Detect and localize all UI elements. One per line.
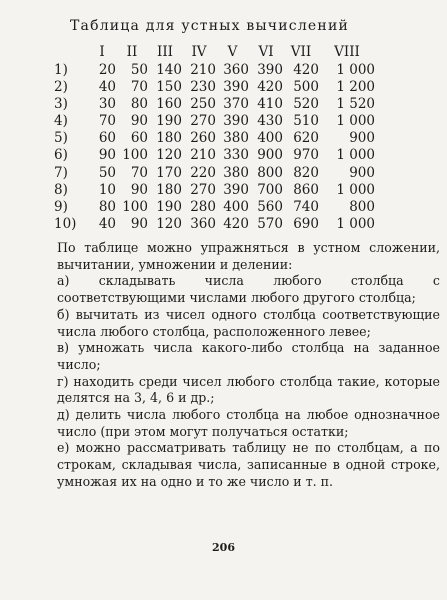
row-label: 5): [54, 130, 68, 147]
table-cell: 370: [223, 96, 249, 113]
table-cell: 70: [98, 113, 116, 130]
row-label: 3): [54, 96, 68, 113]
table-cell: 100: [122, 198, 148, 215]
table-cell: 150: [156, 79, 182, 96]
table-cell: 390: [223, 113, 249, 130]
table-cell: 210: [190, 147, 216, 164]
table-cell: 410: [257, 96, 283, 113]
calculation-table: [54, 42, 375, 233]
table-cell: 420: [293, 62, 319, 78]
table-cell: 740: [293, 198, 319, 215]
table-cell: 800: [257, 164, 283, 181]
table-cell: 420: [257, 79, 283, 96]
table-cell: 510: [293, 113, 319, 130]
column-header: III: [157, 44, 173, 60]
paragraph: б) вычитать из чисел одного столбца соответствующие числа любого столбца, расположенного левее;: [57, 306, 440, 339]
table-cell: 800: [349, 198, 375, 215]
column-header: II: [126, 44, 138, 60]
table-cell: 390: [257, 62, 283, 78]
column-header: VII: [290, 44, 312, 60]
table-cell: 80: [98, 198, 116, 215]
table-row: [54, 147, 375, 164]
table-body: [54, 62, 375, 233]
table-row: [54, 62, 375, 79]
table-cell: 10: [98, 181, 116, 198]
table-cell: 520: [293, 96, 319, 113]
table-cell: 1 000: [336, 147, 375, 164]
table-row: [54, 182, 375, 199]
table-cell: 50: [130, 62, 148, 78]
row-label: 6): [54, 147, 68, 164]
row-label: 8): [54, 181, 68, 198]
table-cell: 970: [293, 147, 319, 164]
table-cell: 380: [223, 164, 249, 181]
page-number: 206: [212, 541, 235, 554]
row-label: 2): [54, 79, 68, 96]
page-title: Таблица для устных вычислений: [70, 18, 350, 34]
table-cell: 40: [98, 79, 116, 96]
table-cell: 90: [98, 147, 116, 164]
table-cell: 1 520: [336, 96, 375, 113]
row-label: 10): [54, 215, 77, 232]
table-row: [54, 96, 375, 113]
table-cell: 820: [293, 164, 319, 181]
table-cell: 380: [223, 130, 249, 147]
table-cell: 420: [223, 215, 249, 232]
table-cell: 560: [257, 198, 283, 215]
table-header-row: [54, 42, 375, 62]
table-cell: 1 000: [336, 215, 375, 232]
table-cell: 20: [98, 62, 116, 78]
table-cell: 180: [156, 181, 182, 198]
table-cell: 570: [257, 215, 283, 232]
table-cell: 280: [190, 198, 216, 215]
table-cell: 210: [190, 62, 216, 78]
table-cell: 170: [156, 164, 182, 181]
table-cell: 120: [156, 215, 182, 232]
table-row: [54, 79, 375, 96]
table-cell: 70: [130, 164, 148, 181]
table-row: [54, 199, 375, 216]
row-label: 9): [54, 198, 68, 215]
table-cell: 40: [98, 215, 116, 232]
table-cell: 120: [156, 147, 182, 164]
table-cell: 90: [130, 113, 148, 130]
table-cell: 690: [293, 215, 319, 232]
table-cell: 400: [223, 198, 249, 215]
table-cell: 180: [156, 130, 182, 147]
table-cell: 1 000: [336, 62, 375, 78]
paragraph: а) складывать числа любого столбца с соответствующими числами любого другого столбца;: [57, 273, 440, 306]
table-cell: 260: [190, 130, 216, 147]
table-cell: 1 200: [336, 79, 375, 96]
table-cell: 60: [98, 130, 116, 147]
table-row: [54, 113, 375, 130]
table-cell: 140: [156, 62, 182, 78]
column-header: IV: [191, 44, 207, 60]
table-cell: 160: [156, 96, 182, 113]
table-cell: 70: [130, 79, 148, 96]
table-cell: 860: [293, 181, 319, 198]
column-header: VIII: [334, 44, 360, 60]
instructions-text: [57, 240, 440, 491]
table-cell: 360: [190, 215, 216, 232]
table-cell: 270: [190, 113, 216, 130]
table-cell: 190: [156, 198, 182, 215]
table-row: [54, 165, 375, 182]
paragraph: По таблице можно упражняться в устном сложении, вычитании, умножении и делении:: [57, 240, 440, 272]
table-cell: 330: [223, 147, 249, 164]
table-cell: 390: [223, 181, 249, 198]
table-cell: 500: [293, 79, 319, 96]
table-row: [54, 130, 375, 147]
table-cell: 90: [130, 215, 148, 232]
table-cell: 190: [156, 113, 182, 130]
paragraph: е) можно рассматривать таблицу не по столбцам, а по строкам, складывая числа, записанные в одной строке, умножая их на одно и то же число и т. п.: [57, 440, 440, 489]
table-cell: 60: [130, 130, 148, 147]
table-cell: 90: [130, 181, 148, 198]
row-label: 7): [54, 164, 68, 181]
table-cell: 250: [190, 96, 216, 113]
column-header: VI: [258, 44, 274, 60]
table-cell: 360: [223, 62, 249, 78]
paragraph: д) делить числа любого столбца на любое однозначное число (при этом могут получаться остатки;: [57, 407, 440, 439]
table-cell: 270: [190, 181, 216, 198]
paragraph: г) находить среди чисел любого столбца такие, которые делятся на 3, 4, 6 и др.;: [57, 373, 440, 406]
table-cell: 430: [257, 113, 283, 130]
table-row: [54, 216, 375, 233]
table-cell: 390: [223, 79, 249, 96]
table-cell: 220: [190, 164, 216, 181]
table-cell: 80: [130, 96, 148, 113]
table-cell: 900: [349, 130, 375, 147]
table-cell: 620: [293, 130, 319, 147]
column-header: I: [99, 44, 105, 60]
row-label: 1): [54, 62, 68, 78]
column-header: V: [227, 44, 238, 60]
table-cell: 100: [122, 147, 148, 164]
table-cell: 1 000: [336, 181, 375, 198]
paragraph: в) умножать числа какого-либо столбца на заданное число;: [57, 340, 440, 372]
row-label: 4): [54, 113, 68, 130]
table-cell: 1 000: [336, 113, 375, 130]
table-cell: 50: [98, 164, 116, 181]
table-cell: 400: [257, 130, 283, 147]
table-cell: 700: [257, 181, 283, 198]
table-cell: 230: [190, 79, 216, 96]
row-label-header: [54, 42, 88, 62]
table-cell: 30: [98, 96, 116, 113]
table-cell: 900: [257, 147, 283, 164]
table-cell: 900: [349, 164, 375, 181]
